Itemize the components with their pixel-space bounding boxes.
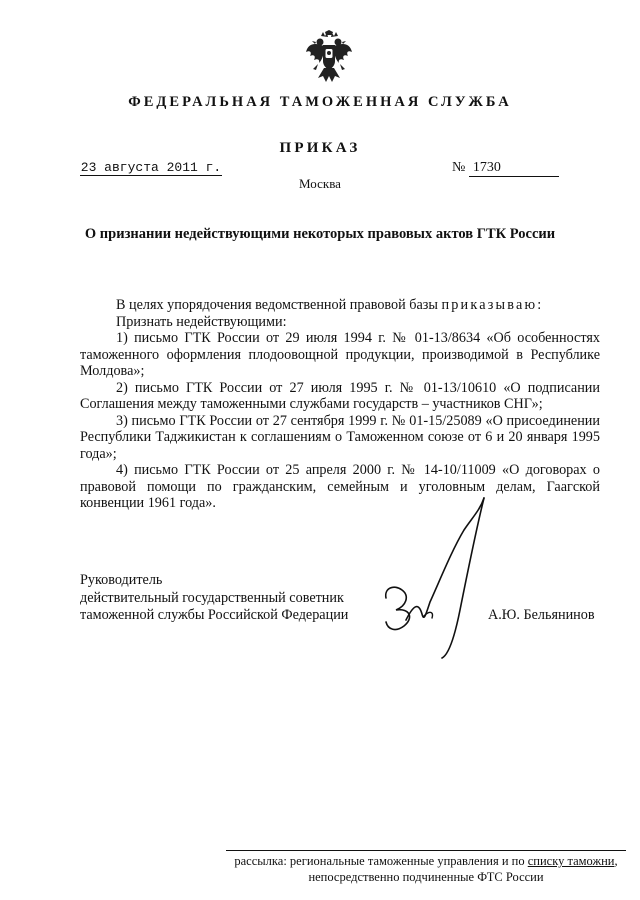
order-date: 23 августа 2011 г. xyxy=(80,160,222,175)
city: Москва xyxy=(299,176,341,191)
list-item: 4) письмо ГТК России от 25 апреля 2000 г. № 14-10/11009 «О договорах о правовой помощи по гражданским, семейным и уголовным делам, Гаагской конвенции 1961 года». xyxy=(80,462,600,511)
signer-block xyxy=(80,572,348,625)
signer-name: А.Ю. Бельянинов xyxy=(488,607,595,623)
signer-title-line: Руководитель xyxy=(80,572,163,588)
declare-paragraph: Признать недействующими: xyxy=(116,313,287,330)
intro-paragraph xyxy=(80,297,600,314)
distribution-prefix: рассылка: региональные таможенные управления и по xyxy=(234,854,528,868)
footer-divider xyxy=(226,850,626,851)
list-item: 1) письмо ГТК России от 29 июля 1994 г. № 01-13/8634 «Об особенностях таможенного оформления плодоовощной продукции, производимой в Республике Молдова»; xyxy=(80,330,600,379)
distribution-comma: , xyxy=(614,854,618,868)
order-number: 1730 xyxy=(469,160,559,177)
list-item: 2) письмо ГТК России от 27 июля 1995 г. № 01-13/10610 «О подписании Соглашения между таможенными службами государств – участников СНГ»; xyxy=(80,379,600,412)
signer-title-line: действительный государственный советник xyxy=(80,589,344,606)
distribution-underlined: списку таможни xyxy=(527,854,615,868)
handwritten-signature xyxy=(380,490,510,660)
agency-name: ФЕДЕРАЛЬНАЯ ТАМОЖЕННАЯ СЛУЖБА xyxy=(128,94,512,110)
order-number-field xyxy=(452,160,559,177)
signer-title-line: таможенной службы Российской Федерации xyxy=(80,607,349,623)
order-body xyxy=(80,297,600,512)
intro-command: приказываю: xyxy=(441,297,544,313)
distribution-note xyxy=(226,853,626,885)
number-sign: № xyxy=(452,160,466,175)
intro-text: В целях упорядочения ведомственной правовой базы xyxy=(116,297,442,313)
double-headed-eagle-emblem xyxy=(304,30,354,86)
list-item: 3) письмо ГТК России от 27 сентября 1999 г. № 01-15/25089 «О присоединении Республики Таджикистан к соглашениям о Таможенном союзе от 6 и 20 января 1995 года»; xyxy=(80,412,600,462)
document-type: ПРИКАЗ xyxy=(279,140,361,156)
order-subject: О признании недействующими некоторых правовых актов ГТК России xyxy=(84,226,556,242)
distribution-line-2: непосредственно подчиненные ФТС России xyxy=(308,870,544,884)
